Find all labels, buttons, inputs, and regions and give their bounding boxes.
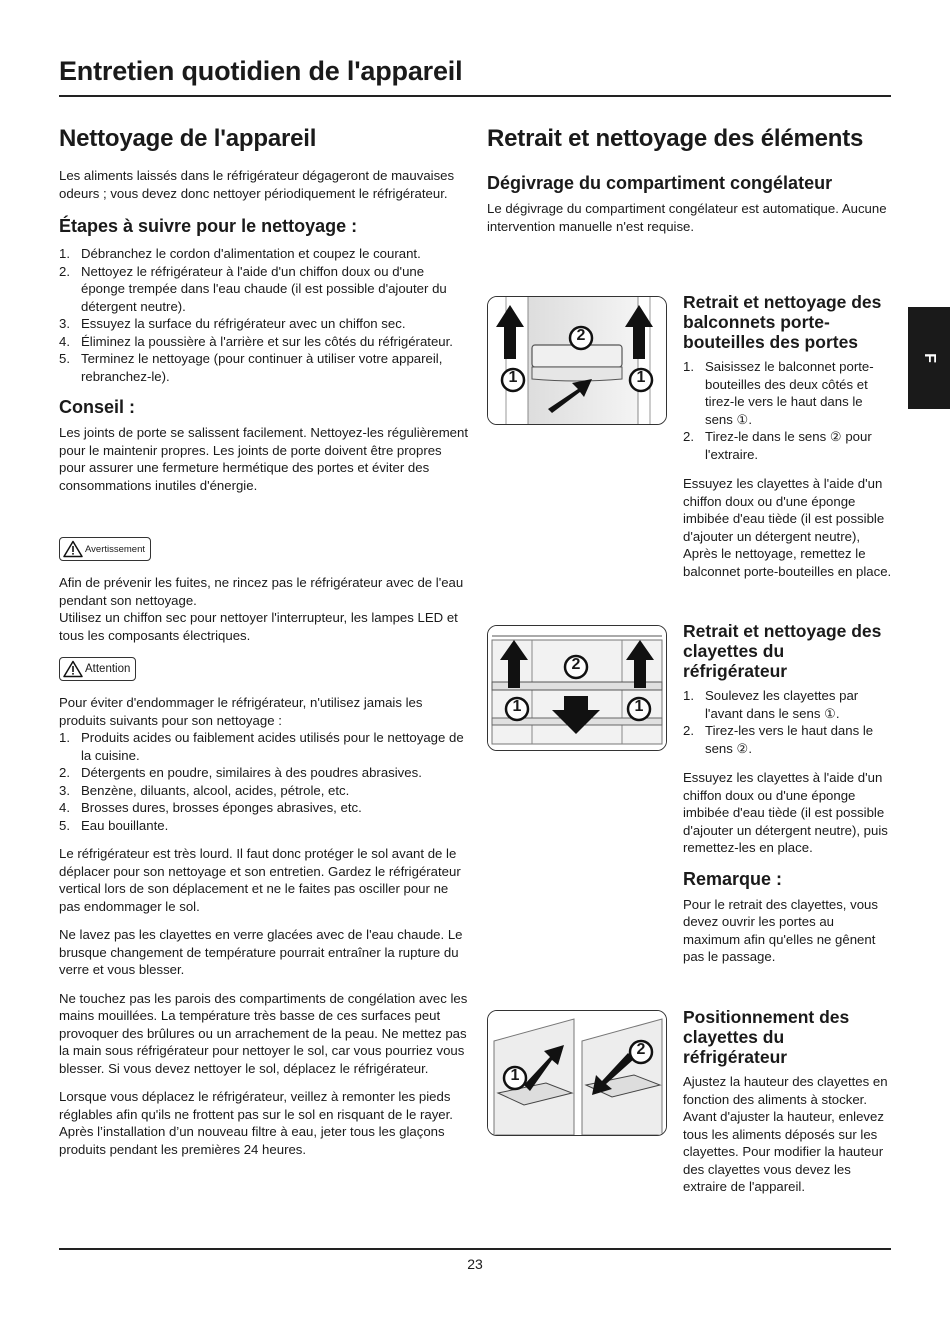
note-text: Pour le retrait des clayettes, vous devez ouvrir les portes au maximum afin qu'elles ne gênent pas le passage. bbox=[683, 896, 878, 964]
shelf-title: Retrait et nettoyage des clayettes du réfrigérateur bbox=[683, 621, 882, 681]
attention-intro: Pour éviter d'endommager le réfrigérateur, n'utilisez jamais les produits suivants pour son nettoyage : bbox=[59, 695, 423, 728]
warning-triangle-icon bbox=[63, 660, 83, 678]
list-item: 5. Eau bouillante. bbox=[59, 817, 169, 833]
attention-label: Attention bbox=[85, 663, 131, 675]
tip-title: Conseil : bbox=[59, 397, 136, 417]
tip-text: Les joints de porte se salissent facilement. Nettoyez-les régulièrement pour le maintenir propres. Les joints de porte doivent être propres pour assurer une fermeture hermétique des portes et éviter des consommations inutiles d'énergie. bbox=[59, 425, 469, 493]
left-section-title: Nettoyage de l'appareil bbox=[59, 125, 317, 152]
footer-rule bbox=[59, 1248, 891, 1250]
defrost-text: Le dégivrage du compartiment congélateur est automatique. Aucune intervention manuelle n'est requise. bbox=[487, 201, 887, 234]
marker-label: 2 bbox=[636, 1041, 646, 1058]
note-title: Remarque : bbox=[683, 868, 783, 889]
attention-block bbox=[59, 694, 469, 1158]
language-tab bbox=[908, 307, 950, 409]
list-item: 5. Terminez le nettoyage (pour continuer à utiliser votre appareil, rebranchez-le). bbox=[59, 351, 443, 384]
warning-text-1: Afin de prévenir les fuites, ne rincez pas le réfrigérateur avec de l'eau pendant son nettoyage. bbox=[59, 575, 464, 608]
position-title: Positionnement des clayettes du réfrigérateur bbox=[683, 1007, 850, 1067]
balcony-steps bbox=[683, 358, 893, 463]
page-number: 23 bbox=[467, 1256, 483, 1272]
marker-label: 1 bbox=[508, 369, 518, 386]
figure-door-balcony bbox=[487, 296, 667, 425]
marker-label: 1 bbox=[512, 698, 522, 715]
list-item: 2. Tirez-les vers le haut dans le sens ②. bbox=[683, 723, 874, 756]
cleaning-intro: Les aliments laissés dans le réfrigérateur dégageront de mauvaises odeurs ; vous devez donc nettoyer périodiquement le réfrigérateur. bbox=[59, 168, 455, 201]
warning-block bbox=[59, 574, 469, 644]
warning-text-2: Utilisez un chiffon sec pour nettoyer l'interrupteur, les lampes LED et tous les composants électriques. bbox=[59, 610, 458, 643]
list-item: 1. Soulevez les clayettes par l'avant dans le sens ①. bbox=[683, 688, 859, 721]
list-item: 3. Benzène, diluants, alcool, acides, pétrole, etc. bbox=[59, 782, 350, 798]
list-item: 1. Produits acides ou faiblement acides utilisés pour le nettoyage de la cuisine. bbox=[59, 730, 464, 763]
shelf-steps bbox=[683, 687, 893, 757]
shelf-section bbox=[683, 621, 893, 966]
defrost-title: Dégivrage du compartiment congélateur bbox=[487, 173, 833, 193]
balcony-illustration bbox=[488, 297, 666, 424]
warning-badge bbox=[59, 537, 151, 561]
balcony-text: Essuyez les clayettes à l'aide d'un chiffon doux ou d'une éponge imbibée d'eau tiède (il est possible d'ajouter un détergent neutre), Après le nettoyage, remettez le balconnet porte-bouteilles en place. bbox=[683, 476, 892, 579]
balcony-title: Retrait et nettoyage des balconnets porte-bouteilles des portes bbox=[683, 292, 882, 352]
para-heavy: Le réfrigérateur est très lourd. Il faut donc protéger le sol avant de le déplacer pour son nettoyage et son entretien. Gardez le réfrigérateur vertical lors de son déplacement et ne le faites pas osciller pour ne pas endommager le sol. bbox=[59, 846, 461, 914]
list-item: 2. Détergents en poudre, similaires à des poudres abrasives. bbox=[59, 765, 422, 780]
list-item: 3. Essuyez la surface du réfrigérateur avec un chiffon sec. bbox=[59, 316, 406, 331]
list-item: 1. Saisissez le balconnet porte-bouteilles des deux côtés et tirez-le vers le haut dans le sens ①. bbox=[683, 359, 874, 427]
list-item: 4. Brosses dures, brosses éponges abrasives, etc. bbox=[59, 800, 362, 815]
position-section bbox=[683, 1007, 893, 1196]
list-item: 4. Éliminez la poussière à l'arrière et sur les côtés du réfrigérateur. bbox=[59, 333, 453, 349]
marker-label: 2 bbox=[571, 656, 581, 673]
header-rule bbox=[59, 95, 891, 97]
attention-list bbox=[59, 729, 469, 834]
right-column-top bbox=[487, 125, 897, 235]
left-column bbox=[59, 125, 469, 494]
shelf-text: Essuyez les clayettes à l'aide d'un chiffon doux ou d'une éponge imbibée d'eau tiède (il est possible d'ajouter un détergent neutre), puis remettez-les en place. bbox=[683, 770, 888, 855]
marker-label: 1 bbox=[636, 369, 646, 386]
position-text-2: Avant d'ajuster la hauteur, enlevez tous les aliments déposés sur les clayettes. Pour modifier la hauteur des clayettes vous devez les extraire de l'appareil. bbox=[683, 1109, 884, 1194]
steps-title: Étapes à suivre pour le nettoyage : bbox=[59, 216, 358, 236]
shelf-illustration bbox=[488, 626, 666, 750]
list-item: 2. Nettoyez le réfrigérateur à l'aide d'un chiffon doux ou d'une éponge trempée dans l'eau chaude (il est possible d'ajouter du détergent neutre). bbox=[59, 263, 447, 314]
para-walls: Ne touchez pas les parois des compartiments de congélation avec les mains mouillées. La température très basse de ces surfaces peut provoquer des brûlures ou un arrachement de la peau. Ne mettez pas la main sous réfrigérateur pour nettoyer le sol, car vous pourriez vous blesser. Si vous devez nettoyer le sol, déplacez le réfrigérateur. bbox=[59, 990, 468, 1076]
list-item: 1. Débranchez le cordon d'alimentation et coupez le courant. bbox=[59, 246, 421, 261]
marker-label: 2 bbox=[576, 327, 586, 344]
attention-badge bbox=[59, 657, 136, 681]
list-item: 2. Tirez-le dans le sens ② pour l'extraire. bbox=[683, 429, 872, 462]
para-move: Lorsque vous déplacez le réfrigérateur, veillez à remonter les pieds réglables afin qu'ils ne frottent pas sur le sol en risquant de le rayer. bbox=[59, 1089, 453, 1122]
warning-label: Avertissement bbox=[85, 543, 146, 555]
language-tab-label: F bbox=[921, 353, 938, 363]
page-title: Entretien quotidien de l'appareil bbox=[59, 56, 463, 86]
para-filter: Après l’installation d’un nouveau filtre à eau, jeter tous les glaçons produits pendant les premières 24 heures. bbox=[59, 1124, 445, 1157]
figure-shelf-positioning bbox=[487, 1010, 667, 1136]
marker-label: 1 bbox=[510, 1067, 520, 1084]
cleaning-steps bbox=[59, 245, 469, 385]
figure-shelf-removal bbox=[487, 625, 667, 751]
para-glass: Ne lavez pas les clayettes en verre glacées avec de l'eau chaude. Le brusque changement de température pourrait entraîner la rupture du verre et vous blesser. bbox=[59, 927, 463, 977]
position-text-1: Ajustez la hauteur des clayettes en fonction des aliments à stocker. bbox=[683, 1074, 888, 1107]
balcony-section bbox=[683, 292, 893, 580]
marker-label: 1 bbox=[634, 698, 644, 715]
right-section-title: Retrait et nettoyage des éléments bbox=[487, 125, 864, 152]
warning-triangle-icon bbox=[63, 540, 83, 558]
